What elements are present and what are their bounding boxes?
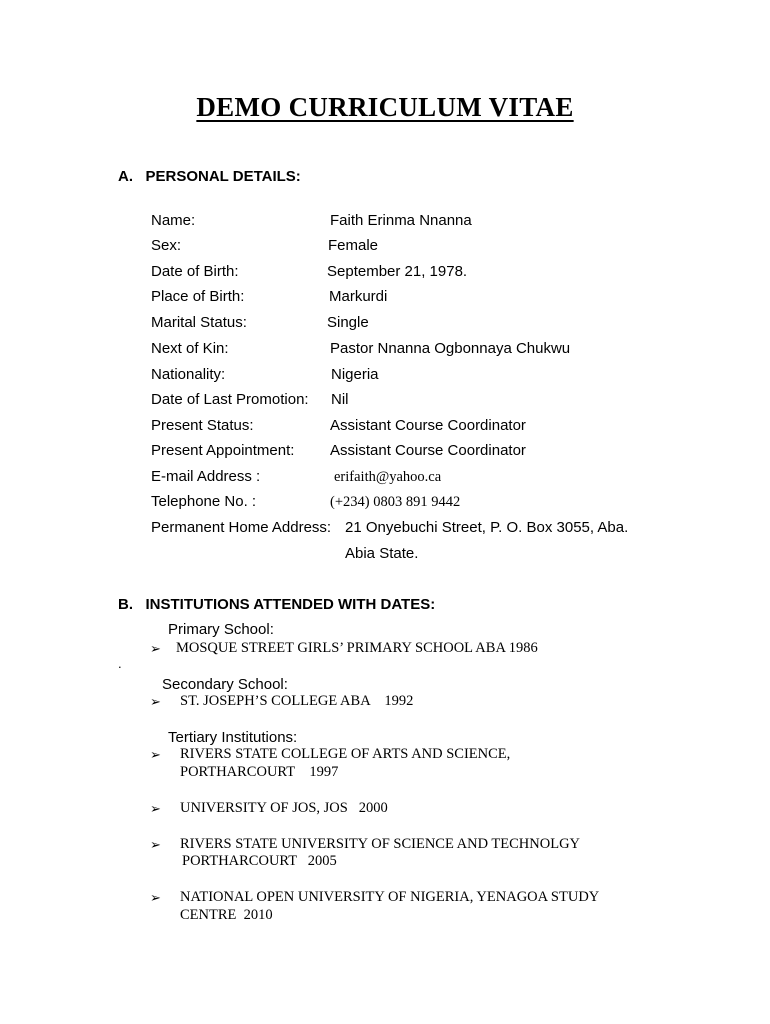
tertiary-label: Tertiary Institutions: bbox=[168, 729, 298, 746]
section-b-heading: B. INSTITUTIONS ATTENDED WITH DATES: bbox=[118, 596, 436, 613]
present-status-label: Present Status: bbox=[151, 417, 254, 434]
arrow-bullet-icon: ➢ bbox=[150, 642, 161, 657]
home-address-line1: 21 Onyebuchi Street, P. O. Box 3055, Aba. bbox=[345, 519, 629, 536]
present-status-value: Assistant Course Coordinator bbox=[330, 417, 526, 434]
place-of-birth-label: Place of Birth: bbox=[151, 288, 245, 305]
home-address-line2: Abia State. bbox=[345, 545, 419, 562]
nationality-value: Nigeria bbox=[331, 366, 379, 383]
arrow-bullet-icon: ➢ bbox=[150, 802, 161, 817]
page-title-text: DEMO CURRICULUM VITAE bbox=[196, 92, 574, 122]
marital-status-label: Marital Status: bbox=[151, 314, 247, 331]
arrow-bullet-icon: ➢ bbox=[150, 748, 161, 763]
name-value: Faith Erinma Nnanna bbox=[330, 212, 472, 229]
secondary-school-label: Secondary School: bbox=[162, 676, 288, 693]
primary-school-label: Primary School: bbox=[168, 621, 274, 638]
dob-value: September 21, 1978. bbox=[327, 263, 468, 280]
page-title bbox=[0, 92, 770, 123]
present-appointment-value: Assistant Course Coordinator bbox=[330, 442, 526, 459]
tertiary-item-1-line2: PORTHARCOURT 1997 bbox=[180, 764, 339, 780]
arrow-bullet-icon: ➢ bbox=[150, 695, 161, 710]
last-promotion-value: Nil bbox=[331, 391, 349, 408]
arrow-bullet-icon: ➢ bbox=[150, 838, 161, 853]
secondary-school-item: ST. JOSEPH’S COLLEGE ABA 1992 bbox=[180, 693, 414, 709]
arrow-bullet-icon: ➢ bbox=[150, 891, 161, 906]
name-label: Name: bbox=[151, 212, 196, 229]
telephone-label: Telephone No. : bbox=[151, 493, 257, 510]
next-of-kin-label: Next of Kin: bbox=[151, 340, 229, 357]
tertiary-item-3-line2: PORTHARCOURT 2005 bbox=[182, 853, 337, 869]
tertiary-item-2-line1: UNIVERSITY OF JOS, JOS 2000 bbox=[180, 800, 388, 816]
dob-label: Date of Birth: bbox=[151, 263, 239, 280]
primary-school-item: MOSQUE STREET GIRLS’ PRIMARY SCHOOL ABA 1986 bbox=[176, 640, 538, 656]
nationality-label: Nationality: bbox=[151, 366, 226, 383]
tertiary-item-4-line2: CENTRE 2010 bbox=[180, 907, 273, 923]
sex-value: Female bbox=[328, 237, 379, 254]
stray-mark: . bbox=[118, 656, 122, 671]
tertiary-item-3-line1: RIVERS STATE UNIVERSITY OF SCIENCE AND TECHNOLGY bbox=[180, 836, 581, 852]
home-address-label: Permanent Home Address: bbox=[151, 519, 332, 536]
sex-label: Sex: bbox=[151, 237, 182, 254]
telephone-value: (+234) 0803 891 9442 bbox=[330, 494, 461, 510]
email-label: E-mail Address : bbox=[151, 468, 261, 485]
section-a-heading: A. PERSONAL DETAILS: bbox=[118, 168, 301, 185]
tertiary-item-4-line1: NATIONAL OPEN UNIVERSITY OF NIGERIA, YENAGOA STUDY bbox=[180, 889, 600, 905]
present-appointment-label: Present Appointment: bbox=[151, 442, 295, 459]
tertiary-item-1-line1: RIVERS STATE COLLEGE OF ARTS AND SCIENCE, bbox=[180, 746, 511, 762]
marital-status-value: Single bbox=[327, 314, 369, 331]
place-of-birth-value: Markurdi bbox=[329, 288, 388, 305]
last-promotion-label: Date of Last Promotion: bbox=[151, 391, 309, 408]
email-value: erifaith@yahoo.ca bbox=[334, 469, 442, 485]
next-of-kin-value: Pastor Nnanna Ogbonnaya Chukwu bbox=[330, 340, 571, 357]
